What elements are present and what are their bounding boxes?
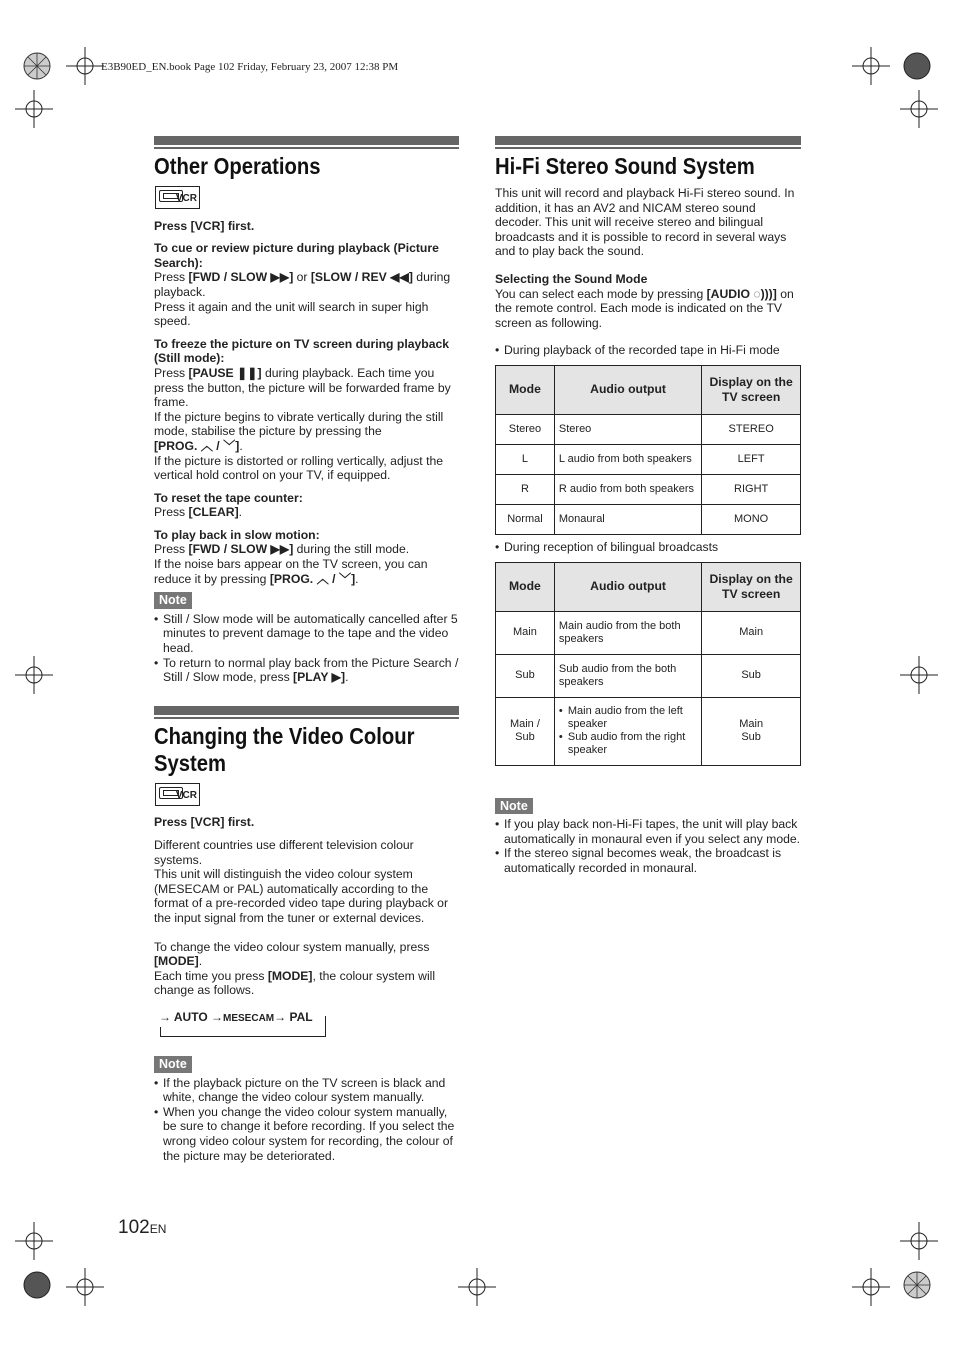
header-display: Display on the TV screen — [702, 365, 801, 414]
colour-system-flow — [154, 1010, 459, 1036]
section-rule — [154, 717, 459, 719]
notes-list — [154, 612, 459, 685]
note-item: • To return to normal play back from the Picture Search / Still / Slow mode, press [PLAY ▶]. — [154, 656, 459, 685]
section-colour-system — [154, 706, 459, 1163]
registration-mark-bl-disc — [23, 1271, 51, 1299]
note-item: • If you play back non-Hi-Fi tapes, the unit will play back automatically in monaural even if you select any mode. — [495, 817, 801, 846]
table-row: L L audio from both speakers LEFT — [496, 444, 801, 474]
table-header-row — [496, 365, 801, 414]
slow-heading: To play back in slow motion: — [154, 527, 320, 542]
note-label: Note — [154, 592, 192, 609]
reset-instruction: Press [CLEAR]. — [154, 505, 243, 520]
section-title-colour-system: Changing the Video Colour System — [154, 722, 415, 776]
crosshair-mark-right-bottom — [900, 1222, 938, 1260]
crosshair-mark-bottom-center — [458, 1268, 496, 1306]
table-row: Main Main audio from the both speakers Main — [496, 611, 801, 654]
colour-p2: This unit will distinguish the video colour system (MESECAM or PAL) automatically according to the format of a pre-recorded video tape during playback or the input signal from the tuner or external devices. — [154, 867, 449, 925]
bilingual-intro: • During reception of bilingual broadcasts — [495, 540, 801, 555]
crosshair-mark-top-right — [852, 47, 890, 85]
header-display: Display on the TV screen — [702, 562, 801, 611]
crosshair-mark-right-mid — [900, 656, 938, 694]
select-instruction: You can select each mode by pressing [AUDIO ◌)))] on the remote control. Each mode is indicated on the TV screen as following. — [495, 286, 794, 330]
freeze-heading: To freeze the picture on TV screen during playback (Still mode): — [154, 336, 450, 366]
press-vcr-first: Press [VCR] first. — [154, 218, 255, 233]
crosshair-mark-top-left — [66, 47, 104, 85]
vcr-icon: VCR — [155, 186, 200, 209]
table-row: Stereo Stereo STEREO — [496, 414, 801, 444]
table-row: Normal Monaural MONO — [496, 504, 801, 534]
section-title-hifi: Hi-Fi Stereo Sound System — [495, 153, 755, 179]
header-mode: Mode — [496, 562, 555, 611]
section-bar — [154, 706, 459, 715]
note-item: • When you change the video colour system manually, be sure to change it before recording. If you select the wrong video colour system for recording, the colour of the picture may be deteriorated. — [154, 1105, 459, 1163]
colour-p3: To change the video colour system manually, press [MODE]. — [154, 939, 430, 969]
section-rule — [154, 147, 459, 149]
reset-heading: To reset the tape counter: — [154, 490, 303, 505]
cue-text-2: Press it again and the unit will search in super high speed. — [154, 299, 429, 329]
freeze-instruction: Press [PAUSE ❚❚] during playback. Each time you press the button, the picture will be forwarded frame by frame. — [154, 365, 451, 410]
freeze-prog: [PROG. ︿ / ﹀]. — [154, 438, 243, 453]
playback-mode-table — [495, 365, 801, 535]
table-row: Main / Sub • Main audio from the left speaker • Sub audio from the right speaker Main Sub — [496, 697, 801, 765]
section-rule — [495, 147, 801, 149]
note-label: Note — [495, 798, 533, 815]
slow-instruction: Press [FWD / SLOW ▶▶] during the still mode. — [154, 542, 410, 557]
select-heading: Selecting the Sound Mode — [495, 271, 648, 286]
crosshair-mark-left-mid — [15, 656, 53, 694]
note-item: • If the playback picture on the TV screen is black and white, change the video colour system manually. — [154, 1076, 459, 1105]
crosshair-mark-bottom-right — [852, 1268, 890, 1306]
colour-p4: Each time you press [MODE], the colour system will change as follows. — [154, 968, 436, 998]
page-lang: EN — [149, 1222, 167, 1236]
crosshair-mark-right-top — [900, 90, 938, 128]
vcr-icon: VCR — [155, 783, 200, 806]
notes-list — [154, 1076, 459, 1164]
table-row: R R audio from both speakers RIGHT — [496, 474, 801, 504]
crosshair-mark-left-bottom — [15, 1222, 53, 1260]
header-audio-output: Audio output — [554, 365, 701, 414]
section-other-operations — [154, 136, 459, 685]
header-mode: Mode — [496, 365, 555, 414]
registration-mark-br-disc — [903, 1271, 931, 1299]
page-number: 102EN — [118, 1217, 167, 1238]
note-label: Note — [154, 1056, 192, 1073]
section-bar — [154, 136, 459, 145]
left-column — [154, 136, 459, 1163]
bilingual-mode-table — [495, 562, 801, 766]
note-item: • If the stereo signal becomes weak, the broadcast is automatically recorded in monaural. — [495, 846, 801, 875]
cue-instruction: Press [FWD / SLOW ▶▶] or [SLOW / REV ◀◀] during playback. — [154, 270, 451, 299]
section-bar — [495, 136, 801, 145]
cue-heading: To cue or review picture during playback (Picture Search): — [154, 241, 439, 270]
registration-mark-tl-disc — [23, 52, 51, 80]
note-item: • Still / Slow mode will be automatically cancelled after 5 minutes to prevent damage to the tape and the video head. — [154, 612, 459, 656]
notes-list — [495, 817, 801, 875]
freeze-distort: If the picture is distorted or rolling vertically, adjust the vertical hold control on your TV, if equipped. — [154, 453, 444, 483]
colour-p1: Different countries use different television colour systems. — [154, 838, 414, 867]
hifi-intro: This unit will record and playback Hi-Fi stereo sound. In addition, it has an AV2 and NICAM stereo sound decoder. This unit will receive stereo and bilingual broadcasts and it is possible to record in several ways and to play back the sound. — [495, 186, 795, 259]
slow-noise: If the noise bars appear on the TV screen, you can reduce it by pressing [PROG. ︿ / ﹀]. — [154, 557, 428, 586]
registration-mark-tr-disc — [903, 52, 931, 80]
section-title-other-operations: Other Operations — [154, 153, 321, 179]
table-row: Sub Sub audio from the both speakers Sub — [496, 654, 801, 697]
right-column — [495, 136, 801, 876]
playback-intro: • During playback of the recorded tape in Hi-Fi mode — [495, 343, 801, 358]
crosshair-mark-left-top — [15, 90, 53, 128]
flow-text: → AUTO →MESECAM→ PAL — [159, 1010, 316, 1027]
audio-output-list: • Main audio from the left speaker • Sub audio from the right speaker — [559, 705, 697, 757]
freeze-vibrate: If the picture begins to vibrate vertically during the still mode, stabilise the picture by pressing the — [154, 409, 444, 439]
crosshair-mark-bottom-left — [66, 1268, 104, 1306]
file-header: E3B90ED_EN.book Page 102 Friday, February 23, 2007 12:38 PM — [101, 61, 399, 73]
press-vcr-first: Press [VCR] first. — [154, 815, 255, 830]
table-header-row — [496, 562, 801, 611]
header-audio-output: Audio output — [554, 562, 701, 611]
